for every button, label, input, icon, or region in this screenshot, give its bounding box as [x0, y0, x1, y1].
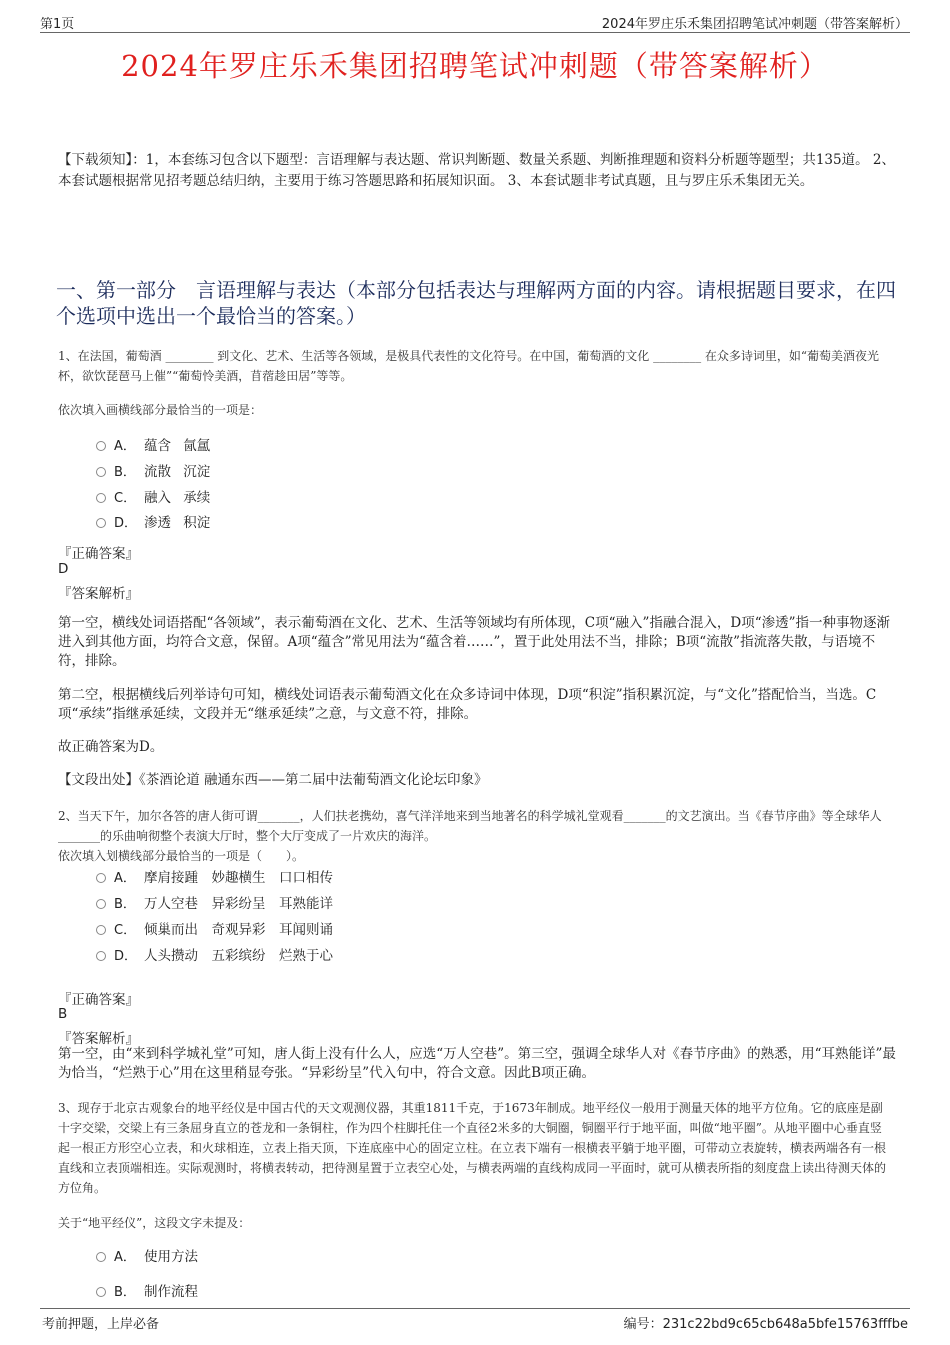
q3-option-b[interactable]: B． 制作流程	[96, 1282, 198, 1302]
radio-icon[interactable]	[96, 925, 106, 935]
q1-answer-label: 『正确答案』	[58, 546, 139, 562]
radio-icon[interactable]	[96, 441, 106, 451]
footer-serial-code: 231c22bd9c65cb648a5bfe15763fffbe	[662, 1317, 908, 1332]
radio-icon[interactable]	[96, 873, 106, 883]
q3-prompt: 关于“地平经仪”，这段文字未提及：	[58, 1216, 251, 1230]
radio-icon[interactable]	[96, 518, 106, 528]
page-title: 2024年罗庄乐禾集团招聘笔试冲刺题（带答案解析）	[121, 49, 829, 83]
header-rule	[40, 32, 910, 33]
footer-rule	[40, 1308, 910, 1309]
q1-answer: D	[58, 561, 69, 577]
download-notice: 【下载须知】：1，本套练习包含以下题型：言语理解与表达题、常识判断题、数量关系题、判断推理题和资料分析题等题型；共135道。 2、本套试题根据常见招考题总结归纳，主要用于练习答题思路和拓展知识面。 3、本套试题非考试真题，且与罗庄乐禾集团无关。	[58, 152, 895, 189]
q2-answer-label: 『正确答案』	[58, 992, 139, 1008]
q2-stem: 2、当天下午，加尔各答的唐人街可谓_______，人们扶老携幼，喜气洋洋地来到当地著名的科学城礼堂观看_______的文艺演出。当《春节序曲》等全球华人_______的乐曲响彻整个表演大厅时，整个大厅变成了一片欢庆的海洋。	[58, 809, 882, 843]
q3-option-a[interactable]: A． 使用方法	[96, 1247, 198, 1267]
q1-analysis-p2: 第二空，根据横线后列举诗句可知，横线处词语表示葡萄酒文化在众多诗词中体现，D项“积淀”指积累沉淀，与“文化”搭配恰当，当选。C项“承续”指继承延续，文段并无“继承延续”之意，与文意不符，排除。	[58, 687, 877, 722]
footer-serial-label: 编号：	[623, 1317, 663, 1332]
q2-option-a[interactable]: A． 摩肩接踵 妙趣横生 口口相传	[96, 868, 333, 888]
page-number: 第1页	[40, 17, 75, 32]
footer-slogan: 考前押题，上岸必备	[42, 1317, 160, 1332]
q1-option-a[interactable]: A． 蕴含 氤氲	[96, 436, 210, 456]
q2-prompt: 依次填入划横线部分最恰当的一项是（ ）。	[58, 849, 305, 863]
radio-icon[interactable]	[96, 467, 106, 477]
q2-option-b[interactable]: B． 万人空巷 异彩纷呈 耳熟能详	[96, 894, 333, 914]
radio-icon[interactable]	[96, 899, 106, 909]
q1-analysis-label: 『答案解析』	[58, 586, 139, 602]
footer-serial	[624, 1313, 908, 1332]
q1-analysis-p3: 故正确答案为D。	[58, 739, 164, 755]
q1-source: 【文段出处】《茶酒论道 融通东西——第二届中法葡萄酒文化论坛印象》	[58, 772, 488, 788]
radio-icon[interactable]	[96, 1287, 106, 1297]
q2-analysis-label: 『答案解析』	[58, 1031, 139, 1047]
q3-stem: 3、现存于北京古观象台的地平经仪是中国古代的天文观测仪器，其重1811千克，于1673年制成。地平经仪一般用于测量天体的地平方位角。它的底座是副十字交梁，交梁上有三条屈身直立的苍龙和一条铜柱，作为四个柱脚托住一个直径2米多的大铜圈，铜圈平行于地平面，叫做“地平圈”。从地平圈中心垂直竖起一根正方形空心立表，和火球相连，立表上指天顶，下连底座中心的固定立柱。在立表下端有一根横表平躺于地平圈，可带动立表旋转，横表两端各有一根直线和立表顶端相连。实际观测时，将横表转动，把待测星置于立表空心处，与横表两端的直线构成同一平面时，就可从横表所指的刻度盘上读出待测天体的方位角。	[58, 1101, 887, 1195]
section-heading: 一、第一部分 言语理解与表达（本部分包括表达与理解两方面的内容。请根据题目要求，在四个选项中选出一个最恰当的答案。）	[56, 278, 896, 328]
radio-icon[interactable]	[96, 493, 106, 503]
q1-analysis-p1: 第一空，横线处词语搭配“各领域”，表示葡萄酒在文化、艺术、生活等领域均有所体现，C项“融入”指融合混入，D项“渗透”指一种事物逐渐进入到其他方面，均符合文意，保留。A项“蕴含”常见用法为“蕴含着……”，置于此处用法不当，排除；B项“流散”指流落失散，与语境不符，排除。	[58, 615, 891, 669]
q1-option-c[interactable]: C． 融入 承续	[96, 488, 210, 508]
q2-option-d[interactable]: D． 人头攒动 五彩缤纷 烂熟于心	[96, 946, 333, 966]
header-doc-title: 2024年罗庄乐禾集团招聘笔试冲刺题（带答案解析）	[601, 17, 908, 32]
q1-option-b[interactable]: B． 流散 沉淀	[96, 462, 210, 482]
q1-prompt: 依次填入画横线部分最恰当的一项是：	[58, 403, 263, 417]
q2-analysis: 第一空，由“来到科学城礼堂”可知，唐人街上没有什么人，应选“万人空巷”。第三空，强调全球华人对《春节序曲》的熟悉，用“耳熟能详”最为恰当，“烂熟于心”用在这里稍显夸张。“异彩纷呈”代入句中，符合文意。因此B项正确。	[58, 1046, 896, 1081]
q2-option-c[interactable]: C． 倾巢而出 奇观异彩 耳闻则诵	[96, 920, 333, 940]
q1-option-d[interactable]: D． 渗透 积淀	[96, 513, 210, 533]
radio-icon[interactable]	[96, 951, 106, 961]
q2-answer: B	[58, 1006, 68, 1022]
q1-stem: 1、在法国，葡萄酒 ________ 到文化、艺术、生活等各领域，是极具代表性的文化符号。在中国，葡萄酒的文化 ________ 在众多诗词里，如“葡萄美酒夜光杯，欲饮琵琶马上催”“葡萄怜美酒，苜蓿趁田居”等等。	[58, 349, 880, 383]
radio-icon[interactable]	[96, 1252, 106, 1262]
